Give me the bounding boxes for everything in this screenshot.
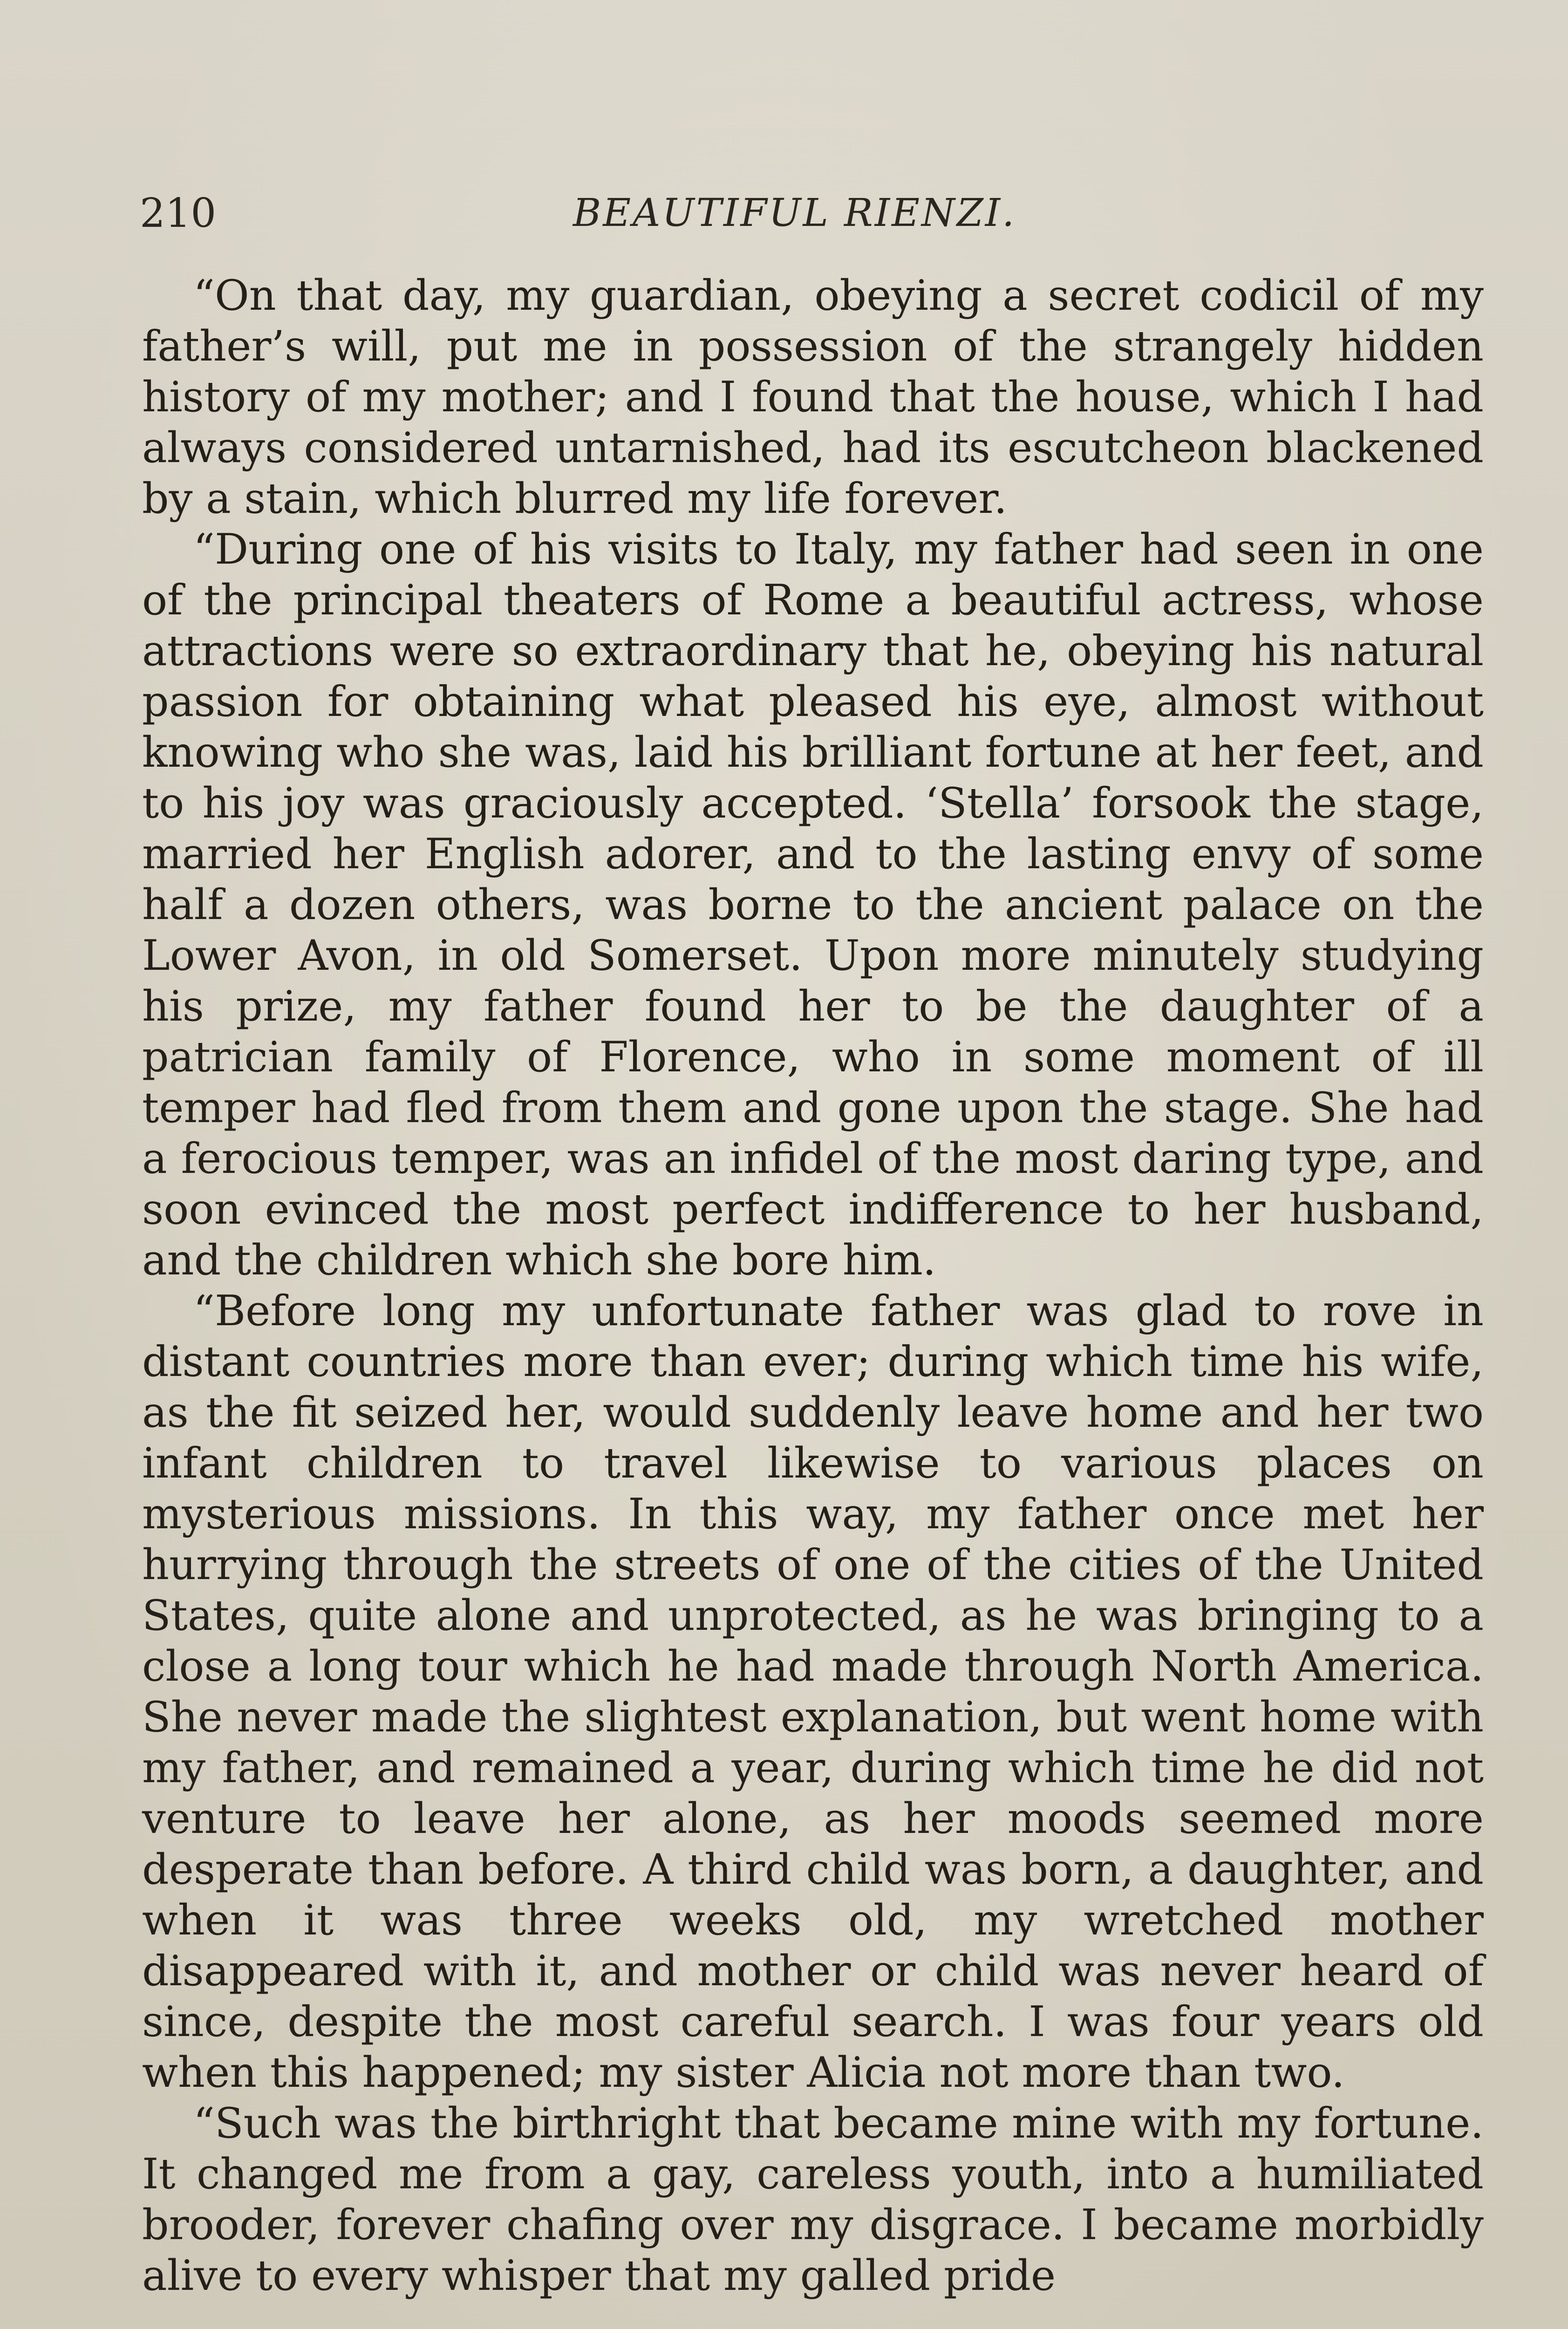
paragraph-1: “On that day, my guardian, obeying a secret codicil of my father’s will, put me in possession of the strangely hidden history of my mother; and I found that the house, which I had always considered untarnished, had its escutcheon blackened by a stain, which blurred my life forever. — [142, 271, 1484, 523]
paragraph-4: “Such was the birthright that became mine with my fortune. It changed me from a gay, careless youth, into a humiliated brooder, forever chafing over my disgrace. I became morbidly alive to every whisper that my galled pride — [142, 2099, 1484, 2300]
paragraph-3: “Before long my unfortunate father was glad to rove in distant countries more than ever; during which time his wife, as the fit seized her, would suddenly leave home and her two infant children to travel likewise to various places on mysterious missions. In this way, my father once met her hurrying through the streets of one of the cities of the United States, quite alone and unprotected, as he was bringing to a close a long tour which he had made through North America. She never made the slightest explanation, but went home with my father, and remained a year, during which time he did not venture to leave her alone, as her moods seemed more desperate than before. A third child was born, a daughter, and when it was three weeks old, my wretched mother disappeared with it, and mother or child was never heard of since, despite the most careful search. I was four years old when this happened; my sister Alicia not more than two. — [142, 1287, 1484, 2097]
page-number: 210 — [140, 190, 217, 237]
body-text — [142, 270, 1484, 2301]
running-title: BEAUTIFUL RIENZI. — [573, 191, 1016, 235]
paragraph-2: “During one of his visits to Italy, my father had seen in one of the principal theaters of Rome a beautiful actress, whose attractions were so extraordinary that he, obeying his natural passion for obtaining what pleased his eye, almost without knowing who she was, laid his brilliant fortune at her feet, and to his joy was graciously accepted. ‘Stella’ forsook the stage, married her English adorer, and to the lasting envy of some half a dozen others, was borne to the ancient palace on the Lower Avon, in old Somerset. Upon more minutely studying his prize, my father found her to be the daughter of a patrician family of Florence, who in some moment of ill temper had fled from them and gone upon the stage. She had a ferocious temper, was an infidel of the most daring type, and soon evinced the most perfect indifference to her husband, and the children which she bore him. — [142, 525, 1484, 1285]
page-header — [140, 185, 1481, 255]
